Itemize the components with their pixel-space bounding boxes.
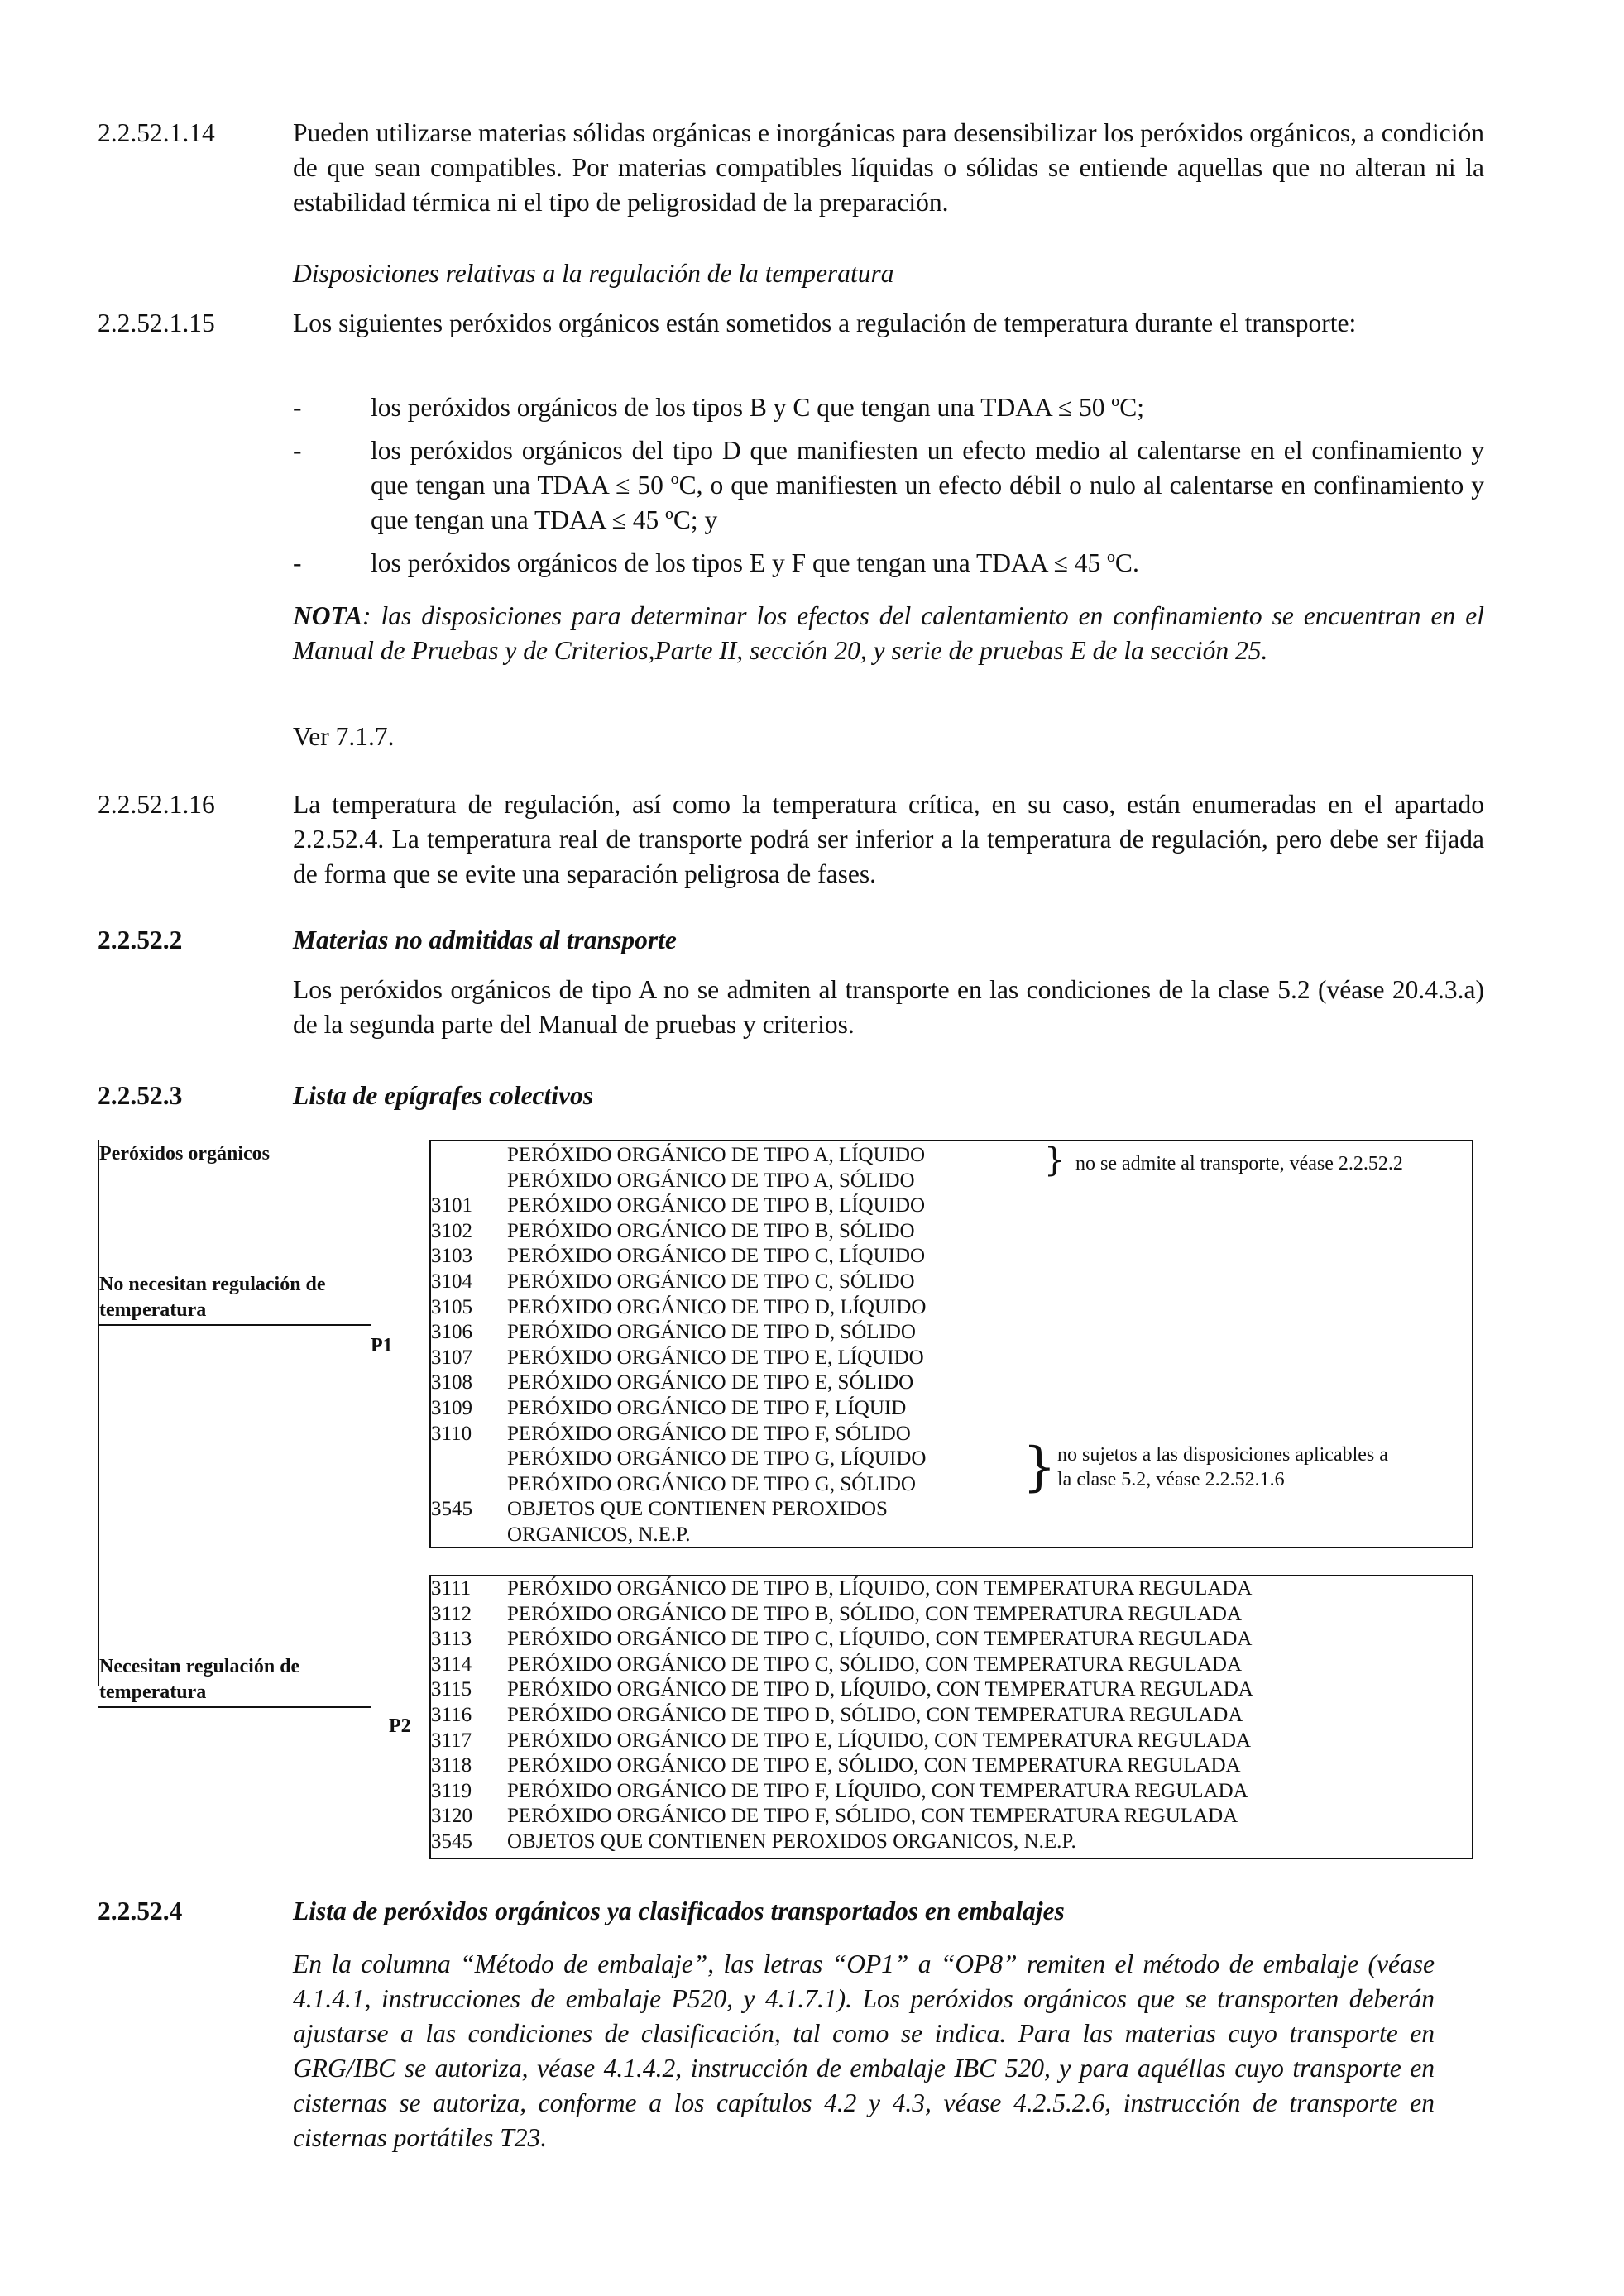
bullet-text: los peróxidos orgánicos del tipo D que manifiesten un efecto medio al calentarse en el confinamiento y que tengan una TDAA ≤ 50 ºC, o que manifiesten un efecto débil o nulo al calentarse en confinamiento y que tengan una TDAA ≤ 45 ºC; y: [371, 436, 1484, 534]
entry-row: [431, 1653, 1242, 1678]
note-not-admitted: no se admite al transporte, véase 2.2.52.2: [1075, 1153, 1403, 1174]
note-not-subject-line2: la clase 5.2, véase 2.2.52.1.6: [1057, 1469, 1285, 1490]
un-number: 3110: [431, 1422, 472, 1445]
entry-name: OBJETOS QUE CONTIENEN PEROXIDOS ORGANICOS, N.E.P.: [507, 1830, 1076, 1853]
entry-row: [431, 1370, 913, 1396]
entry-row: [431, 1295, 926, 1321]
section-number: 2.2.52.1.14: [98, 118, 215, 147]
un-number: 3101: [431, 1194, 472, 1217]
un-number: 3106: [431, 1321, 472, 1344]
entry-name: PERÓXIDO ORGÁNICO DE TIPO F, LÍQUIDO, CON TEMPERATURA REGULADA: [507, 1779, 1248, 1802]
un-number: 3105: [431, 1295, 472, 1318]
p2-label: P2: [389, 1715, 411, 1737]
entry-row: [431, 1523, 691, 1548]
un-number: 3103: [431, 1245, 472, 1268]
entry-row: [431, 1677, 1253, 1703]
entry-row: [431, 1143, 925, 1169]
un-number: 3115: [431, 1678, 472, 1701]
brace-icon: }: [1023, 1437, 1056, 1498]
bullet-dash: -: [293, 393, 302, 422]
un-number: 3102: [431, 1219, 472, 1242]
tree-branch-needs-regulation: Necesitan regulación de temperatura: [99, 1656, 300, 1703]
section-number: 2.2.52.1.15: [98, 309, 215, 337]
tree-vertical-line: [98, 1140, 99, 1686]
entry-row: [431, 1422, 911, 1447]
note-label: NOTA: [293, 601, 363, 630]
entry-name: PERÓXIDO ORGÁNICO DE TIPO D, LÍQUIDO: [507, 1295, 927, 1318]
un-number: 3109: [431, 1397, 472, 1419]
entry-name: PERÓXIDO ORGÁNICO DE TIPO D, SÓLIDO, CON TEMPERATURA REGULADA: [507, 1704, 1243, 1726]
bullet-item: [293, 546, 1484, 581]
entry-name: PERÓXIDO ORGÁNICO DE TIPO B, LÍQUIDO: [507, 1194, 926, 1217]
entry-row: [431, 1576, 1252, 1602]
entry-row: [431, 1830, 1076, 1855]
entry-row: [431, 1169, 915, 1194]
un-number: 3107: [431, 1346, 472, 1369]
note-text: : las disposiciones para determinar los efectos del calentamiento en confinamiento se encuentran en el Manual de Pruebas y de Criterios,Parte II, sección 20, y serie de pruebas E de la sección 25.: [293, 601, 1484, 665]
entry-row: [431, 1472, 916, 1498]
un-number: 3545: [431, 1830, 472, 1853]
subheading-temperature-regulation: Disposiciones relativas a la regulación de la temperatura: [293, 259, 894, 288]
bullet-dash: -: [293, 548, 302, 577]
entry-name: PERÓXIDO ORGÁNICO DE TIPO C, SÓLIDO: [507, 1270, 915, 1293]
paragraph-not-admitted: Los peróxidos orgánicos de tipo A no se admiten al transporte en las condiciones de la clase 5.2 (véase 20.4.3.a) de la segunda parte del Manual de pruebas y criterios.: [293, 975, 1484, 1039]
entry-row: [431, 1779, 1248, 1805]
entry-row: [431, 1346, 924, 1371]
entry-name: PERÓXIDO ORGÁNICO DE TIPO D, LÍQUIDO, CON TEMPERATURA REGULADA: [507, 1678, 1253, 1701]
bullet-dash: -: [293, 436, 302, 465]
entry-row: [431, 1244, 925, 1270]
entry-name: PERÓXIDO ORGÁNICO DE TIPO B, LÍQUIDO, CON TEMPERATURA REGULADA: [507, 1577, 1253, 1600]
un-number: 3116: [431, 1704, 472, 1726]
entry-row: [431, 1703, 1243, 1729]
note-not-subject-line1: no sujetos a las disposiciones aplicables a: [1057, 1444, 1388, 1466]
section-number: 2.2.52.1.16: [98, 790, 215, 819]
tree-root-label: Peróxidos orgánicos: [99, 1143, 270, 1165]
see-reference: Ver 7.1.7.: [293, 722, 395, 751]
entry-name: PERÓXIDO ORGÁNICO DE TIPO A, LÍQUIDO: [507, 1144, 926, 1166]
entry-name: PERÓXIDO ORGÁNICO DE TIPO F, LÍQUID: [507, 1397, 907, 1419]
bullet-text: los peróxidos orgánicos de los tipos E y F que tengan una TDAA ≤ 45 ºC.: [371, 548, 1139, 577]
bullet-item: [293, 433, 1484, 538]
un-number: 3113: [431, 1628, 472, 1651]
entry-row: [431, 1804, 1238, 1830]
un-number: 3120: [431, 1805, 472, 1828]
brace-icon: }: [1044, 1141, 1066, 1179]
entry-row: [431, 1627, 1252, 1653]
un-number: 3545: [431, 1498, 472, 1521]
entry-name: PERÓXIDO ORGÁNICO DE TIPO B, SÓLIDO: [507, 1219, 915, 1242]
bullet-text: los peróxidos orgánicos de los tipos B y C que tengan una TDAA ≤ 50 ºC;: [371, 393, 1144, 422]
un-number: 3117: [431, 1729, 472, 1752]
section-title: Materias no admitidas al transporte: [293, 926, 677, 954]
paragraph-regulation-temperature: La temperatura de regulación, así como la temperatura crítica, en su caso, están enumeradas en el apartado 2.2.52.4. La temperatura real de transporte podrá ser inferior a la temperatura de regulación, pero debe ser fijada de forma que se evite una separación peligrosa de fases.: [293, 790, 1484, 888]
un-number: 3111: [431, 1577, 472, 1600]
entry-name: PERÓXIDO ORGÁNICO DE TIPO E, LÍQUIDO, CON TEMPERATURA REGULADA: [507, 1729, 1252, 1752]
entry-row: [431, 1193, 925, 1219]
tree-branch-no-regulation: No necesitan regulación de temperatura: [99, 1274, 326, 1321]
entry-name: PERÓXIDO ORGÁNICO DE TIPO G, LÍQUIDO: [507, 1447, 927, 1471]
entry-name: PERÓXIDO ORGÁNICO DE TIPO B, SÓLIDO, CON TEMPERATURA REGULADA: [507, 1602, 1243, 1625]
entry-row: [431, 1447, 926, 1472]
entry-name: PERÓXIDO ORGÁNICO DE TIPO E, LÍQUIDO: [507, 1346, 924, 1369]
section-title: Lista de peróxidos orgánicos ya clasificados transportados en embalajes: [293, 1897, 1065, 1925]
entry-row: [431, 1396, 906, 1422]
entry-row: [431, 1320, 916, 1346]
section-number: 2.2.52.4: [98, 1897, 183, 1925]
section-number: 2.2.52.2: [98, 926, 183, 954]
note-paragraph: [293, 599, 1484, 668]
paragraph-desensitizing: Pueden utilizarse materias sólidas orgánicas e inorgánicas para desensibilizar los peróxidos orgánicos, a condición de que sean compatibles. Por materias compatibles líquidas o sólidas se entiende aquellas que no alteran ni la estabilidad térmica ni el tipo de peligrosidad de la preparación.: [293, 118, 1484, 217]
paragraph-temperature-control-intro: Los siguientes peróxidos orgánicos están sometidos a regulación de temperatura durante el transporte:: [293, 309, 1357, 337]
un-number: 3108: [431, 1371, 472, 1394]
entry-row: [431, 1270, 915, 1295]
entry-name: PERÓXIDO ORGÁNICO DE TIPO E, SÓLIDO: [507, 1371, 914, 1394]
un-number: 3114: [431, 1653, 472, 1676]
tree-branch-line: [98, 1706, 371, 1708]
entry-row: [431, 1729, 1251, 1754]
entry-name: PERÓXIDO ORGÁNICO DE TIPO D, SÓLIDO: [507, 1321, 916, 1344]
un-number: 3118: [431, 1754, 472, 1777]
paragraph-classified-list: En la columna “Método de embalaje”, las letras “OP1” a “OP8” remiten el método de embalaje (véase 4.1.4.1, instrucciones de embalaje P520, y 4.1.7.1). Los peróxidos orgánicos que se transporten deberán ajustarse a las condiciones de clasificación, tal como se indica. Para las materias cuyo transporte en GRG/IBC se autoriza, véase 4.1.4.2, instrucción de embalaje IBC 520, y para aquéllas cuyo transporte en cisternas se autoriza, conforme a los capítulos 4.2 y 4.3, véase 4.2.5.2.6, instrucción de transporte en cisternas portátiles T23.: [293, 1949, 1435, 2152]
entry-row: [431, 1753, 1241, 1779]
un-number: 3119: [431, 1779, 472, 1802]
un-number: 3104: [431, 1270, 472, 1293]
entry-row: [431, 1497, 888, 1523]
entry-name: PERÓXIDO ORGÁNICO DE TIPO C, LÍQUIDO: [507, 1245, 926, 1268]
entry-row: [431, 1219, 915, 1245]
bullet-item: [293, 390, 1484, 425]
section-title: Lista de epígrafes colectivos: [293, 1081, 594, 1110]
entry-name: PERÓXIDO ORGÁNICO DE TIPO C, LÍQUIDO, CON TEMPERATURA REGULADA: [507, 1628, 1253, 1651]
entry-name: ORGANICOS, N.E.P.: [507, 1523, 691, 1546]
entry-name: PERÓXIDO ORGÁNICO DE TIPO F, SÓLIDO: [507, 1422, 911, 1445]
un-number: 3112: [431, 1602, 472, 1625]
entry-name: PERÓXIDO ORGÁNICO DE TIPO A, SÓLIDO: [507, 1169, 915, 1192]
entry-row: [431, 1602, 1242, 1628]
tree-branch-line: [98, 1324, 371, 1326]
entry-name: PERÓXIDO ORGÁNICO DE TIPO F, SÓLIDO, CON TEMPERATURA REGULADA: [507, 1805, 1238, 1828]
entry-name: PERÓXIDO ORGÁNICO DE TIPO G, SÓLIDO: [507, 1472, 916, 1495]
section-number: 2.2.52.3: [98, 1081, 183, 1110]
entry-name: PERÓXIDO ORGÁNICO DE TIPO C, SÓLIDO, CON TEMPERATURA REGULADA: [507, 1653, 1243, 1676]
p1-label: P1: [371, 1335, 393, 1356]
entry-name: OBJETOS QUE CONTIENEN PEROXIDOS: [507, 1498, 888, 1521]
entry-name: PERÓXIDO ORGÁNICO DE TIPO E, SÓLIDO, CON TEMPERATURA REGULADA: [507, 1754, 1241, 1777]
